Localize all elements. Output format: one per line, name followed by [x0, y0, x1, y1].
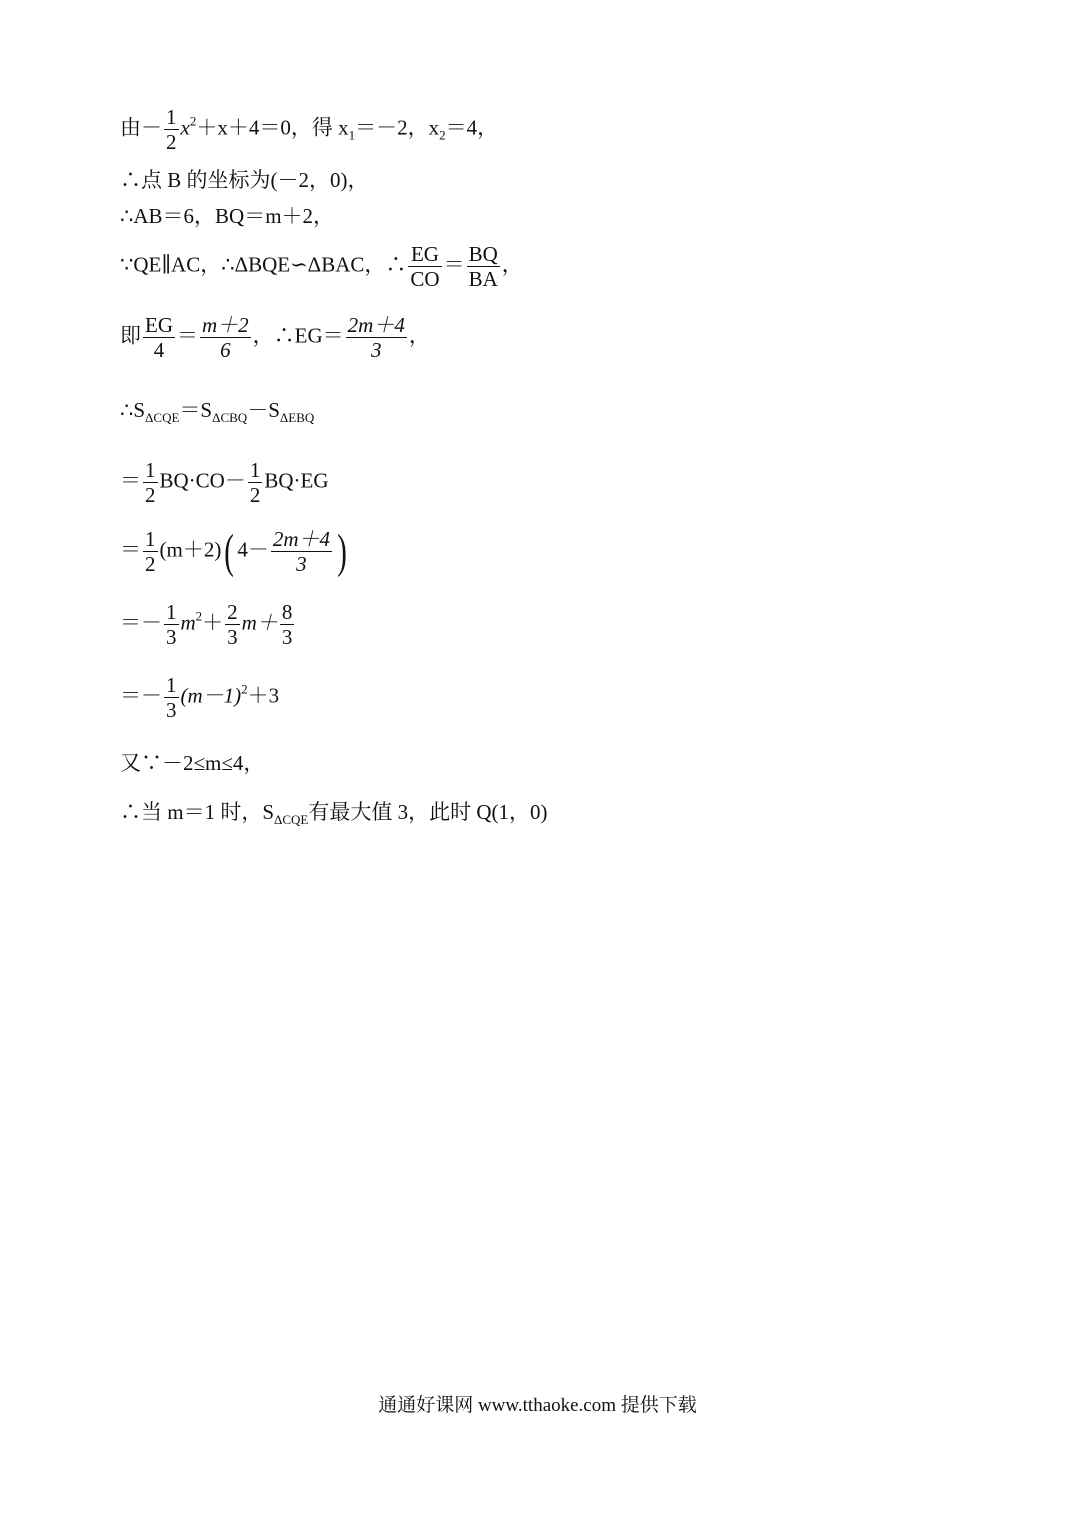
- text: BQ·EG: [264, 468, 329, 493]
- numerator: EG: [408, 242, 441, 267]
- denominator: 2: [166, 130, 177, 155]
- text: ＝: [120, 468, 141, 493]
- fraction: [467, 242, 500, 291]
- equation-line-3: [120, 206, 334, 227]
- numerator: 2m＋4: [347, 313, 405, 337]
- equation-line-10: [120, 673, 279, 722]
- numerator: 1: [166, 673, 177, 697]
- numerator: m＋2: [202, 313, 249, 337]
- fraction: [225, 600, 240, 649]
- text: ∴S: [120, 398, 146, 422]
- subscript: ΔCBQ: [212, 410, 248, 425]
- text: ∴点 B 的坐标为(－2，0)，: [120, 168, 369, 192]
- text: ＝: [177, 323, 198, 348]
- text: ，: [501, 252, 523, 277]
- exponent: 2: [195, 608, 203, 624]
- fraction: [346, 313, 407, 362]
- equation-line-7: [120, 458, 329, 507]
- fraction: [248, 458, 263, 507]
- equation-line-12: [120, 802, 548, 826]
- denominator: 6: [220, 338, 231, 363]
- text: ＝: [443, 252, 465, 277]
- equation-line-9: [120, 600, 296, 649]
- text: ∴AB＝6，BQ＝m＋2，: [120, 204, 335, 228]
- text: ＝－: [120, 683, 162, 708]
- text: ＝S: [179, 398, 213, 422]
- numerator: 2m＋4: [272, 527, 330, 551]
- text: ＝4，: [445, 115, 499, 140]
- equation-line-2: [120, 170, 369, 191]
- text: 由－: [120, 115, 162, 140]
- subscript: ΔCQE: [145, 410, 180, 425]
- denominator: 2: [145, 552, 156, 577]
- denominator: 3: [166, 698, 177, 723]
- numerator: 1: [166, 600, 177, 624]
- numerator: 1: [249, 458, 261, 482]
- numerator: 8: [281, 600, 293, 624]
- denominator: 3: [296, 552, 307, 577]
- equation-line-8: [120, 524, 350, 578]
- fraction: [164, 673, 179, 722]
- denominator: 3: [227, 625, 238, 650]
- text: ∵QE∥AC，∴ΔBQE∽ΔBAC，∴: [120, 252, 407, 277]
- text: BQ·CO－: [159, 468, 246, 493]
- equation-line-5: [120, 313, 430, 362]
- text: 又∵－2≤m≤4，: [120, 751, 265, 775]
- right-paren: ): [337, 524, 347, 578]
- denominator: 3: [166, 625, 177, 650]
- text: m＋: [241, 610, 278, 635]
- fraction: [164, 600, 179, 649]
- equation-line-1: [120, 105, 498, 154]
- fraction: [200, 313, 251, 362]
- subscript: ΔEBQ: [279, 410, 315, 425]
- text: 有最大值 3，此时 Q(1，0): [308, 800, 548, 824]
- exponent: 2: [189, 113, 197, 129]
- numerator: 1: [166, 105, 177, 129]
- denominator: 4: [153, 338, 165, 363]
- fraction: [143, 313, 175, 362]
- text: 即: [120, 323, 141, 348]
- left-paren: (: [224, 524, 235, 578]
- fraction: [408, 242, 441, 291]
- fraction: [164, 105, 179, 154]
- text: －S: [247, 398, 280, 422]
- denominator: BA: [468, 267, 498, 292]
- subscript: 2: [439, 127, 446, 143]
- subscript: ΔCQE: [274, 812, 309, 827]
- exponent: 2: [241, 681, 248, 697]
- numerator: 1: [145, 527, 156, 551]
- text: ∴当 m＝1 时，S: [120, 800, 275, 824]
- text: (m＋2): [159, 537, 222, 562]
- text: ＋: [202, 610, 224, 635]
- fraction: [271, 527, 332, 576]
- text: ＋3: [247, 683, 280, 708]
- equation-line-6: [120, 400, 314, 424]
- denominator: 2: [145, 483, 156, 508]
- variable: x: [180, 115, 190, 140]
- equation-line-11: [120, 753, 264, 774]
- variable: m: [180, 610, 196, 635]
- numerator: 2: [227, 600, 238, 624]
- subscript: 1: [348, 127, 356, 143]
- text: ＋x＋4＝0，得 x: [196, 115, 349, 140]
- fraction: [143, 527, 158, 576]
- denominator: 2: [249, 483, 261, 508]
- text: ，∴EG＝: [252, 323, 344, 348]
- text: ＝－2，x: [355, 115, 440, 140]
- denominator: 3: [371, 338, 382, 363]
- text: ，: [408, 323, 430, 348]
- text: ＝: [120, 537, 141, 562]
- numerator: 1: [145, 458, 156, 482]
- fraction: [143, 458, 158, 507]
- text: 4－: [237, 537, 269, 562]
- numerator: BQ: [468, 242, 498, 266]
- text: (m－1): [180, 683, 242, 708]
- denominator: CO: [410, 267, 440, 292]
- denominator: 3: [281, 625, 293, 650]
- equation-line-4: [120, 242, 523, 291]
- fraction: [280, 600, 295, 649]
- page-footer: 通通好课网 www.tthaoke.com 提供下载: [378, 1395, 697, 1416]
- text: ＝－: [120, 610, 162, 635]
- numerator: EG: [145, 313, 173, 337]
